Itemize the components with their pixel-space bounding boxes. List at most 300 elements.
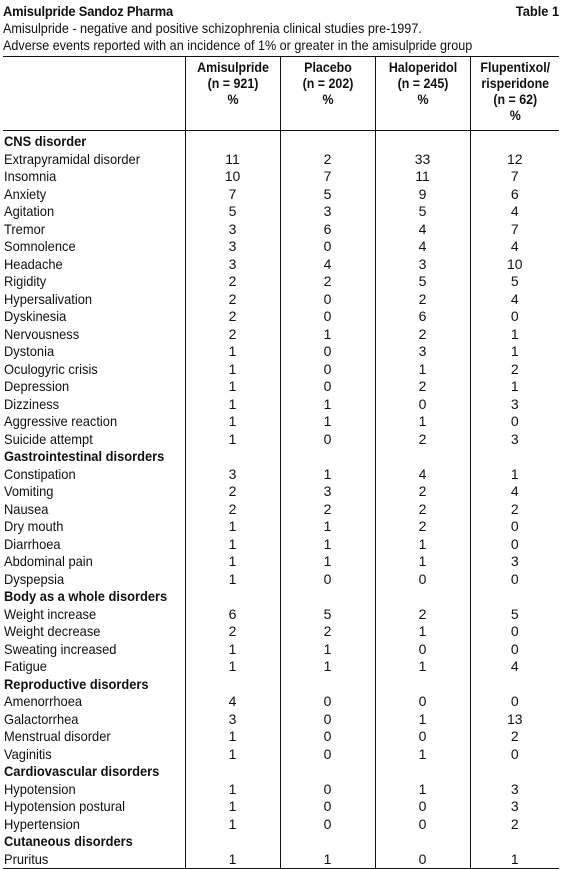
value-cell: 1 [185,641,280,659]
value-cell [470,833,559,851]
value-cell: 5 [280,606,375,624]
value-cell: 0 [280,571,375,589]
value-cell: 7 [470,168,559,186]
value-cell: 1 [470,378,559,396]
column-header-line: Flupentixol/ [479,60,550,75]
table-row [3,238,559,256]
value-cell: 0 [375,396,470,414]
event-name-cell [3,361,185,379]
value-cell: 0 [470,746,559,764]
value-cell: 1 [185,728,280,746]
value-cell [470,448,559,466]
event-name: Aggressive reaction [4,413,118,429]
value-cell [185,763,280,781]
value-cell: 0 [280,728,375,746]
value-cell: 1 [185,378,280,396]
value-cell: 1 [280,518,375,536]
value-cell: 4 [375,238,470,256]
value-cell: 1 [280,396,375,414]
value-cell: 4 [375,221,470,239]
event-name: Hypersalivation [4,290,93,307]
table-row [3,203,559,221]
table-number: Table 1 [515,3,559,19]
value-cell: 1 [280,466,375,484]
value-cell: 2 [375,501,470,519]
section-heading: CNS disorder [4,133,87,149]
value-cell: 5 [280,186,375,204]
value-cell [280,448,375,466]
value-cell: 11 [185,151,280,169]
value-cell: 2 [185,273,280,291]
event-name: Tremor [4,220,46,237]
event-name-cell [3,728,185,746]
table-row [3,378,559,396]
value-cell: 1 [375,623,470,641]
value-cell [280,833,375,851]
value-cell: 1 [185,431,280,449]
column-header-line: (n = 202) [302,76,353,91]
value-cell: 4 [470,291,559,309]
column-header-1 [185,57,280,131]
value-cell: 0 [375,728,470,746]
section-heading: Cardiovascular disorders [4,763,160,779]
event-name: Weight increase [4,605,97,622]
value-cell: 2 [280,151,375,169]
event-name-cell [3,781,185,799]
table-row [3,273,559,291]
value-cell [280,588,375,606]
event-name-cell [3,151,185,169]
column-header-3 [375,57,470,131]
column-header-line: (n = 62) [492,92,537,107]
event-name: Abdominal pain [4,553,93,569]
section-heading: Cutaneous disorders [4,833,133,849]
value-cell: 0 [280,816,375,834]
value-cell: 4 [470,203,559,221]
value-cell: 1 [185,396,280,414]
value-cell: 1 [185,536,280,554]
table-row [3,396,559,414]
event-name-cell [3,553,185,571]
value-cell: 1 [185,851,280,869]
table-row [3,658,559,676]
event-name-cell [3,273,185,291]
table-row [3,728,559,746]
value-cell: 3 [470,553,559,571]
event-name-cell [3,816,185,834]
event-name: Nervousness [4,325,80,342]
event-name-cell [3,536,185,554]
value-cell: 2 [470,816,559,834]
table-row [3,623,559,641]
table-row [3,518,559,536]
value-cell: 2 [470,501,559,519]
value-cell: 0 [470,571,559,589]
event-name: Dizziness [4,395,60,412]
section-heading-cell [3,131,185,151]
value-cell [280,676,375,694]
column-header-line: Placebo [303,60,352,75]
value-cell [375,448,470,466]
event-name: Sweating increased [4,640,117,657]
value-cell [470,676,559,694]
value-cell: 2 [185,326,280,344]
value-cell [375,763,470,781]
value-cell: 3 [185,711,280,729]
column-header-line: % [416,92,429,107]
value-cell: 0 [470,623,559,641]
event-name: Vomiting [4,483,54,499]
event-name: Dystonia [4,343,55,359]
value-cell: 4 [375,466,470,484]
section-row [3,131,559,151]
event-name: Menstrual disorder [4,728,111,744]
value-cell: 1 [185,413,280,431]
table-row [3,291,559,309]
value-cell: 2 [470,728,559,746]
event-name-cell [3,203,185,221]
value-cell: 5 [470,273,559,291]
subtitle-line-1: Amisulpride - negative and positive schizophrenia clinical studies pre-1997. [3,20,422,36]
event-name-cell [3,186,185,204]
value-cell: 0 [280,343,375,361]
adverse-events-table [3,56,559,869]
value-cell: 3 [185,256,280,274]
value-cell [470,763,559,781]
value-cell: 3 [470,781,559,799]
value-cell: 0 [280,431,375,449]
table-row [3,168,559,186]
value-cell: 2 [375,606,470,624]
table-row [3,693,559,711]
table-row [3,221,559,239]
event-name: Hypotension [4,780,76,797]
event-name-cell [3,571,185,589]
event-name: Constipation [4,465,76,482]
value-cell: 2 [280,501,375,519]
table-row [3,851,559,869]
value-cell: 2 [280,273,375,291]
value-cell: 0 [280,361,375,379]
table-row [3,798,559,816]
value-cell [375,833,470,851]
value-cell: 1 [470,326,559,344]
table-row [3,413,559,431]
value-cell [375,588,470,606]
table-row [3,361,559,379]
table-row [3,571,559,589]
column-header-line: % [226,92,239,107]
value-cell [375,131,470,151]
event-name: Rigidity [4,273,47,289]
event-name-cell [3,641,185,659]
column-header-line: risperidone [480,76,549,91]
value-cell: 1 [280,553,375,571]
section-heading-cell [3,588,185,606]
value-cell [185,676,280,694]
event-name-cell [3,291,185,309]
event-name-cell [3,501,185,519]
value-cell: 10 [185,168,280,186]
table-row [3,466,559,484]
event-name-cell [3,746,185,764]
value-cell: 9 [375,186,470,204]
event-name: Somnolence [4,238,76,254]
title-row [3,3,559,20]
value-cell: 10 [470,256,559,274]
value-cell: 1 [185,571,280,589]
value-cell: 7 [185,186,280,204]
event-name-cell [3,168,185,186]
value-cell: 6 [470,186,559,204]
event-name: Oculogyric crisis [4,360,98,377]
table-row [3,431,559,449]
value-cell: 3 [280,483,375,501]
value-cell: 3 [280,203,375,221]
value-cell: 1 [375,711,470,729]
table-row [3,746,559,764]
value-cell: 1 [185,343,280,361]
event-name: Headache [4,255,63,272]
column-header-line: % [509,108,521,123]
table-row [3,641,559,659]
value-cell: 1 [375,781,470,799]
event-name-cell [3,238,185,256]
event-name-cell [3,606,185,624]
value-cell: 6 [375,308,470,326]
event-name: Weight decrease [4,623,101,639]
event-name: Anxiety [4,185,47,202]
value-cell: 1 [185,553,280,571]
value-cell: 4 [280,256,375,274]
value-cell: 6 [185,606,280,624]
table-row [3,326,559,344]
value-cell: 1 [280,413,375,431]
value-cell: 0 [280,378,375,396]
value-cell: 1 [375,413,470,431]
event-name-cell [3,378,185,396]
event-name-cell [3,221,185,239]
value-cell: 33 [375,151,470,169]
section-row [3,763,559,781]
value-cell: 1 [280,851,375,869]
value-cell [185,448,280,466]
value-cell: 0 [375,693,470,711]
event-name: Hypotension postural [4,798,126,814]
value-cell [280,131,375,151]
value-cell: 3 [375,256,470,274]
value-cell: 2 [375,378,470,396]
column-header-line: (n = 245) [397,76,448,91]
value-cell: 13 [470,711,559,729]
table-row [3,256,559,274]
value-cell: 0 [280,798,375,816]
event-name-cell [3,693,185,711]
value-cell: 2 [375,291,470,309]
section-heading-cell [3,763,185,781]
value-cell: 11 [375,168,470,186]
event-name: Dry mouth [4,518,64,534]
event-name: Suicide attempt [4,430,93,447]
event-name-cell [3,256,185,274]
value-cell: 5 [470,606,559,624]
event-name: Pruritus [4,850,49,867]
value-cell: 7 [470,221,559,239]
event-name: Diarrhoea [4,535,61,552]
section-heading: Body as a whole disorders [4,588,168,604]
column-header-2 [280,57,375,131]
value-cell [470,588,559,606]
value-cell: 7 [280,168,375,186]
value-cell: 0 [375,816,470,834]
value-cell: 2 [185,291,280,309]
value-cell: 0 [280,781,375,799]
value-cell: 0 [470,308,559,326]
section-heading-cell [3,833,185,851]
event-name-cell [3,326,185,344]
event-name-cell [3,518,185,536]
value-cell: 1 [280,536,375,554]
event-name: Depression [4,378,70,394]
value-cell: 2 [470,361,559,379]
table-row [3,308,559,326]
value-cell: 3 [375,343,470,361]
value-cell: 1 [375,746,470,764]
value-cell: 3 [470,431,559,449]
column-header-event [3,57,185,131]
column-header-4 [470,57,559,131]
value-cell: 0 [470,518,559,536]
value-cell: 3 [470,396,559,414]
section-heading-cell [3,676,185,694]
section-row [3,833,559,851]
event-name-cell [3,658,185,676]
value-cell: 4 [470,483,559,501]
value-cell: 4 [470,238,559,256]
event-name: Extrapyramidal disorder [4,150,141,167]
value-cell: 2 [185,623,280,641]
value-cell: 1 [375,361,470,379]
event-name: Fatigue [4,658,47,674]
column-header-line: (n = 921) [207,76,258,91]
value-cell: 1 [280,641,375,659]
event-name-cell [3,466,185,484]
value-cell: 2 [185,308,280,326]
value-cell: 4 [470,658,559,676]
table-row [3,816,559,834]
value-cell: 3 [185,466,280,484]
event-name-cell [3,851,185,869]
value-cell: 1 [280,658,375,676]
value-cell: 0 [280,693,375,711]
value-cell: 0 [280,238,375,256]
value-cell: 1 [470,343,559,361]
section-heading: Gastrointestinal disorders [4,448,165,464]
value-cell: 2 [375,483,470,501]
value-cell: 12 [470,151,559,169]
table-row [3,151,559,169]
value-cell: 2 [185,501,280,519]
value-cell: 1 [470,466,559,484]
value-cell [280,763,375,781]
table-row [3,606,559,624]
value-cell [375,676,470,694]
value-cell: 1 [375,658,470,676]
value-cell: 3 [185,238,280,256]
value-cell: 4 [185,693,280,711]
value-cell [185,588,280,606]
event-name-cell [3,798,185,816]
table-row [3,343,559,361]
value-cell: 1 [185,798,280,816]
event-name-cell [3,711,185,729]
value-cell: 1 [185,361,280,379]
event-name-cell [3,431,185,449]
value-cell: 2 [375,518,470,536]
table-row [3,483,559,501]
table-row [3,553,559,571]
table-row [3,536,559,554]
value-cell: 0 [470,536,559,554]
value-cell: 1 [375,553,470,571]
value-cell: 3 [470,798,559,816]
event-name: Galactorrhea [4,710,79,727]
value-cell: 1 [185,518,280,536]
value-cell: 1 [185,658,280,676]
value-cell: 0 [280,746,375,764]
section-row [3,588,559,606]
value-cell: 6 [280,221,375,239]
value-cell: 2 [375,326,470,344]
value-cell: 5 [185,203,280,221]
event-name: Nausea [4,500,49,517]
value-cell: 1 [280,326,375,344]
value-cell: 0 [280,308,375,326]
value-cell: 0 [375,851,470,869]
value-cell: 3 [185,221,280,239]
table-body [3,131,559,869]
section-row [3,448,559,466]
value-cell: 0 [470,413,559,431]
value-cell: 0 [375,571,470,589]
table-row [3,781,559,799]
column-header-line: Amisulpride [196,60,269,75]
table-row [3,711,559,729]
value-cell: 5 [375,273,470,291]
event-name: Insomnia [4,168,57,184]
value-cell: 0 [470,641,559,659]
section-row [3,676,559,694]
value-cell: 2 [375,431,470,449]
value-cell: 0 [470,693,559,711]
value-cell: 0 [280,711,375,729]
subtitle-line-2: Adverse events reported with an incidence of 1% or greater in the amisulpride group [3,37,473,53]
value-cell: 0 [375,798,470,816]
value-cell: 2 [185,483,280,501]
value-cell: 5 [375,203,470,221]
table-row [3,501,559,519]
document-title: Amisulpride Sandoz Pharma [3,3,174,19]
event-name-cell [3,623,185,641]
section-heading-cell [3,448,185,466]
event-name: Vaginitis [4,745,52,762]
event-name-cell [3,413,185,431]
value-cell: 1 [185,816,280,834]
event-name: Agitation [4,203,55,219]
section-heading: Reproductive disorders [4,675,149,692]
table-row [3,186,559,204]
column-header-line: % [321,92,334,107]
